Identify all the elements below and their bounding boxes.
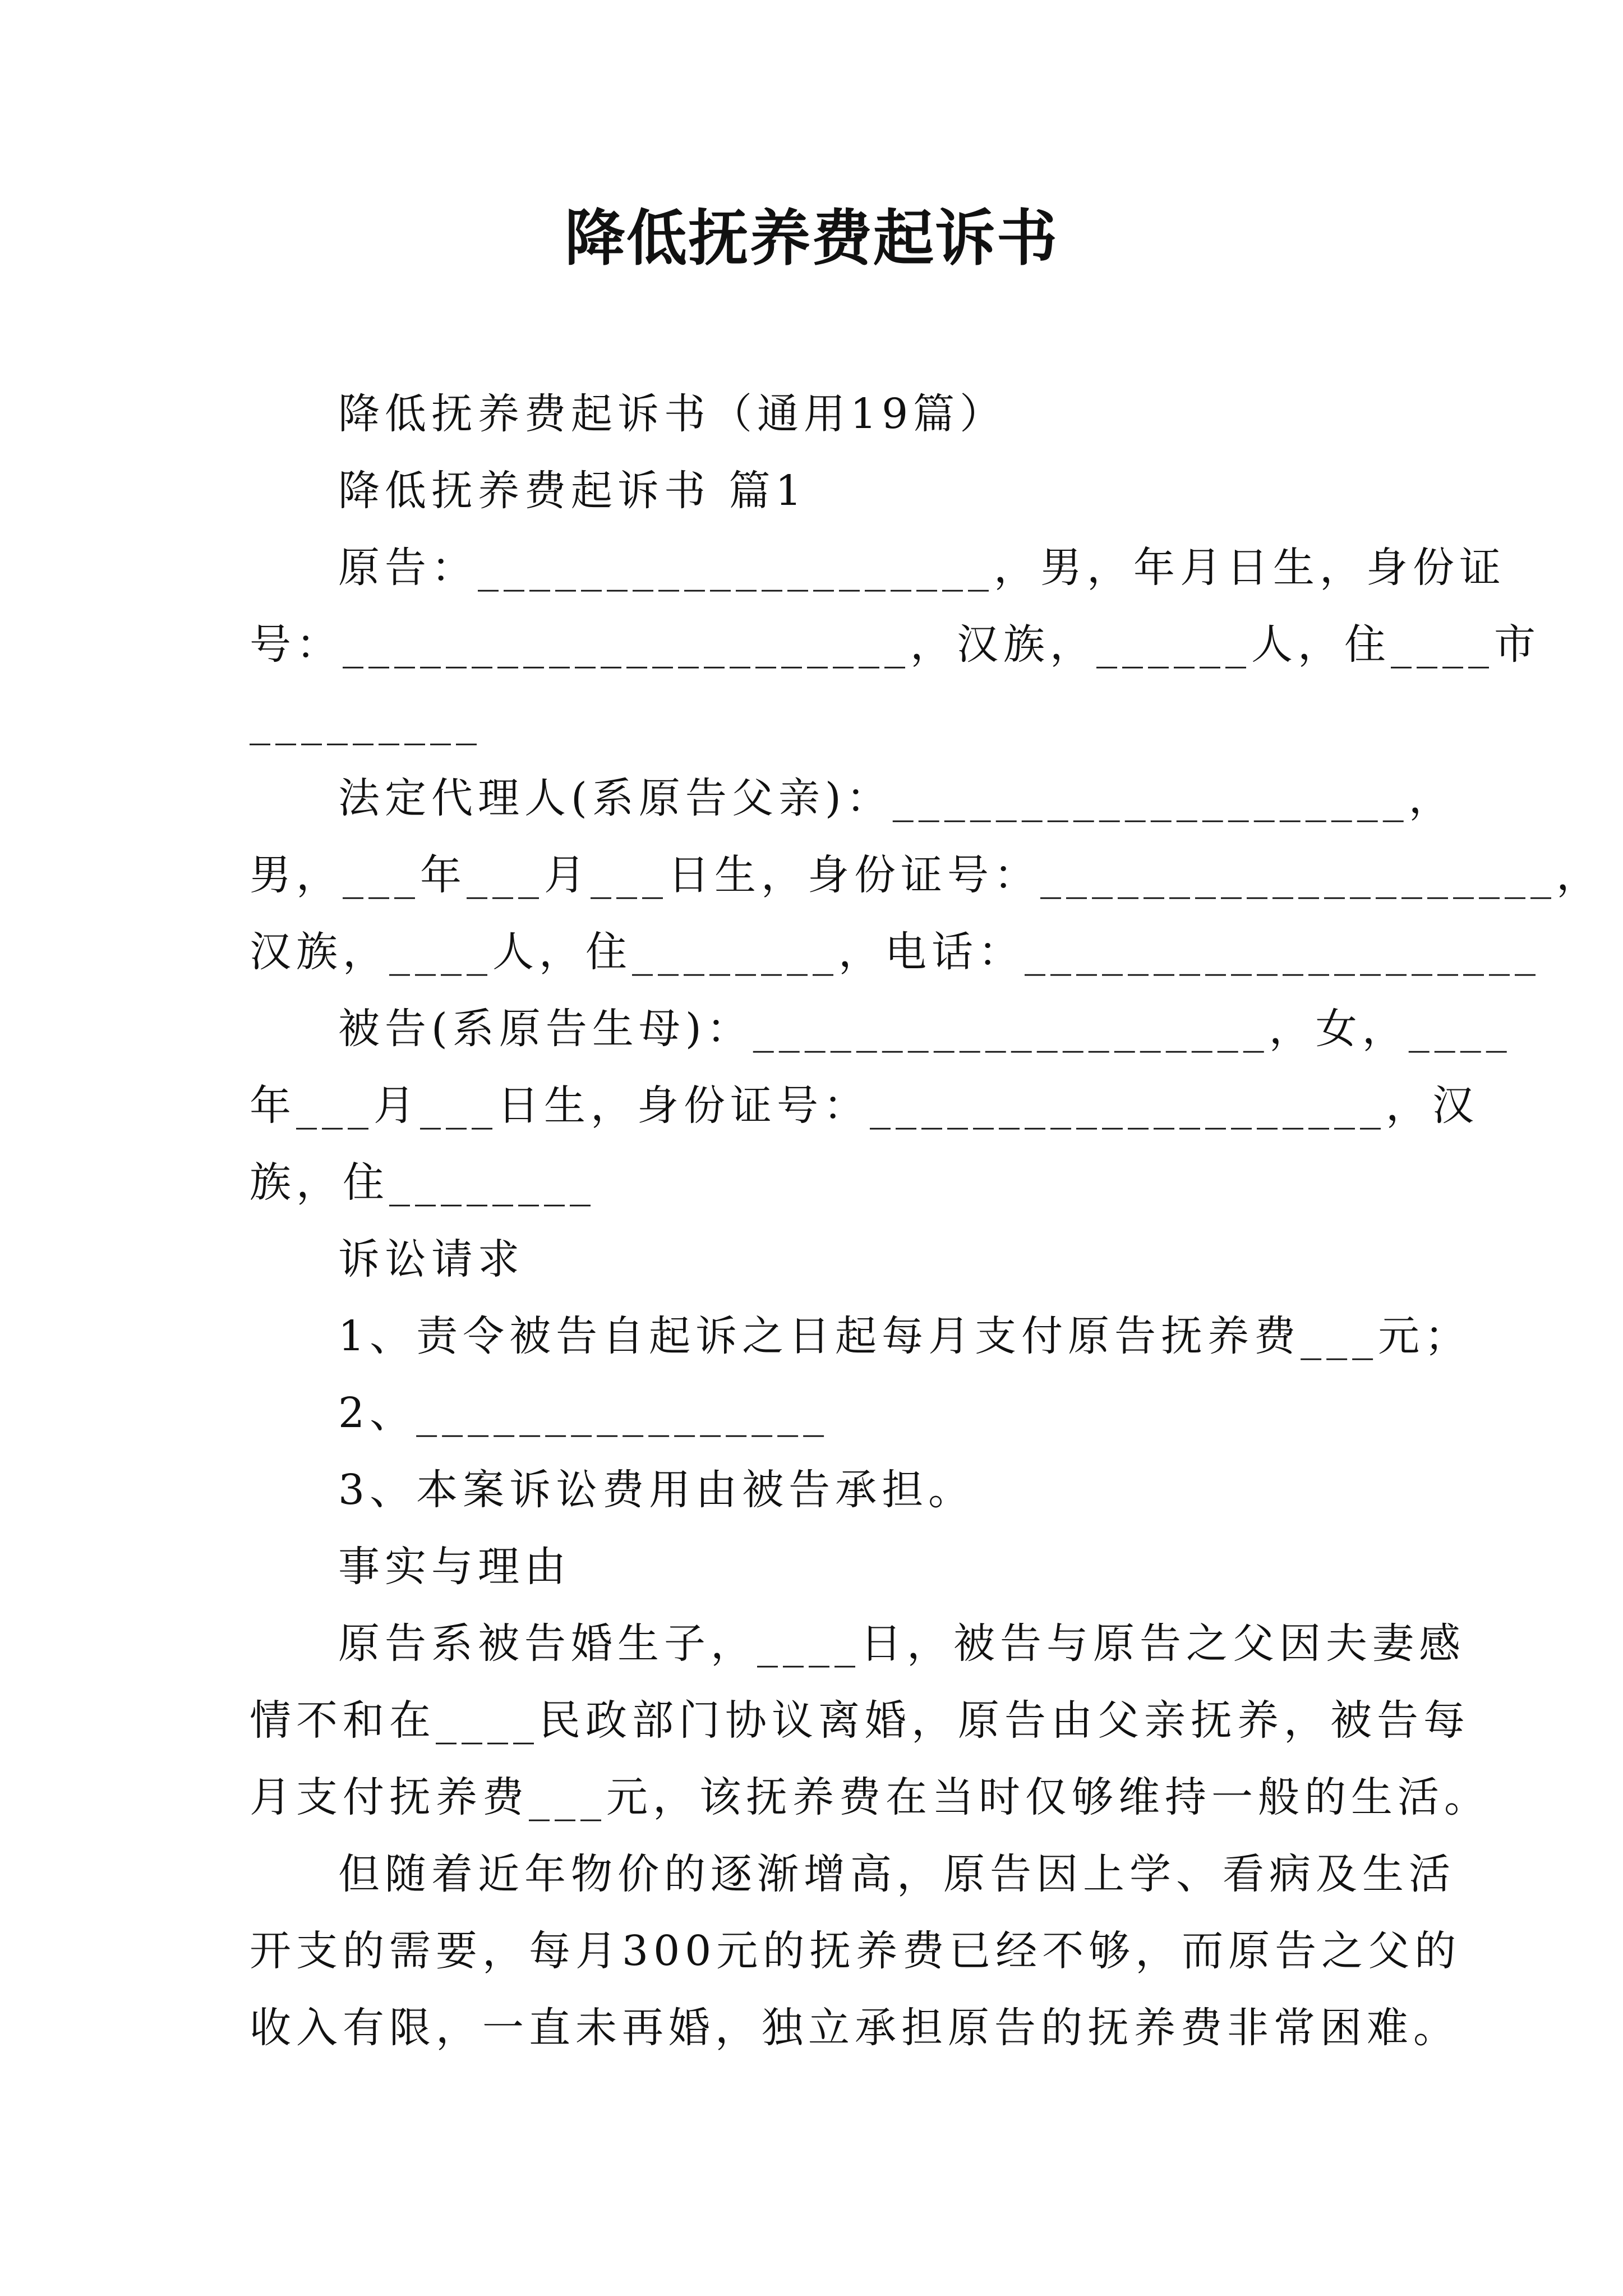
paragraph-line: 汉族，____人，住________，电话：____________________ xyxy=(250,928,1541,976)
list-item: 2、________________ xyxy=(338,1389,829,1437)
paragraph-line: _________ xyxy=(250,697,482,746)
paragraph-line: 原告系被告婚生子，____日，被告与原告之父因夫妻感 xyxy=(338,1619,1465,1668)
paragraph-line: 开支的需要，每月300元的抚养费已经不够，而原告之父的 xyxy=(250,1927,1461,1975)
paragraph-line: 被告(系原告生母)：____________________，女，____ xyxy=(338,1005,1512,1053)
document-body xyxy=(250,376,1603,2067)
paragraph-line: 但随着近年物价的逐渐增高，原告因上学、看病及生活 xyxy=(338,1850,1455,1898)
section-heading: 降低抚养费起诉书 篇1 xyxy=(338,467,807,515)
document-subtitle: 降低抚养费起诉书（通用19篇） xyxy=(338,390,1007,438)
list-item: 1、责令被告自起诉之日起每月支付原告抚养费___元； xyxy=(338,1312,1472,1360)
paragraph-line: 法定代理人(系原告父亲)：____________________， xyxy=(338,774,1455,822)
document-title: 降低抚养费起诉书 xyxy=(564,203,1058,274)
paragraph-line: 号：______________________，汉族，______人，住____市 xyxy=(250,620,1541,669)
paragraph-line: 年___月___日生，身份证号：____________________，汉 xyxy=(250,1082,1479,1130)
section-heading: 诉讼请求 xyxy=(338,1235,524,1283)
paragraph-line: 男，___年___月___日生，身份证号：____________________， xyxy=(250,851,1603,899)
paragraph-line: 收入有限，一直未再婚，独立承担原告的抚养费非常困难。 xyxy=(250,2004,1460,2052)
paragraph-line: 月支付抚养费___元，该抚养费在当时仅够维持一般的生活。 xyxy=(250,1773,1491,1821)
section-heading: 事实与理由 xyxy=(338,1543,571,1591)
list-item: 3、本案诉讼费用由被告承担。 xyxy=(338,1466,975,1514)
paragraph-line: 情不和在____民政部门协议离婚，原告由父亲抚养，被告每 xyxy=(250,1696,1470,1745)
paragraph-line: 族，住________ xyxy=(250,1158,596,1207)
paragraph-line: 原告：____________________，男，年月日生，身份证 xyxy=(338,544,1506,592)
